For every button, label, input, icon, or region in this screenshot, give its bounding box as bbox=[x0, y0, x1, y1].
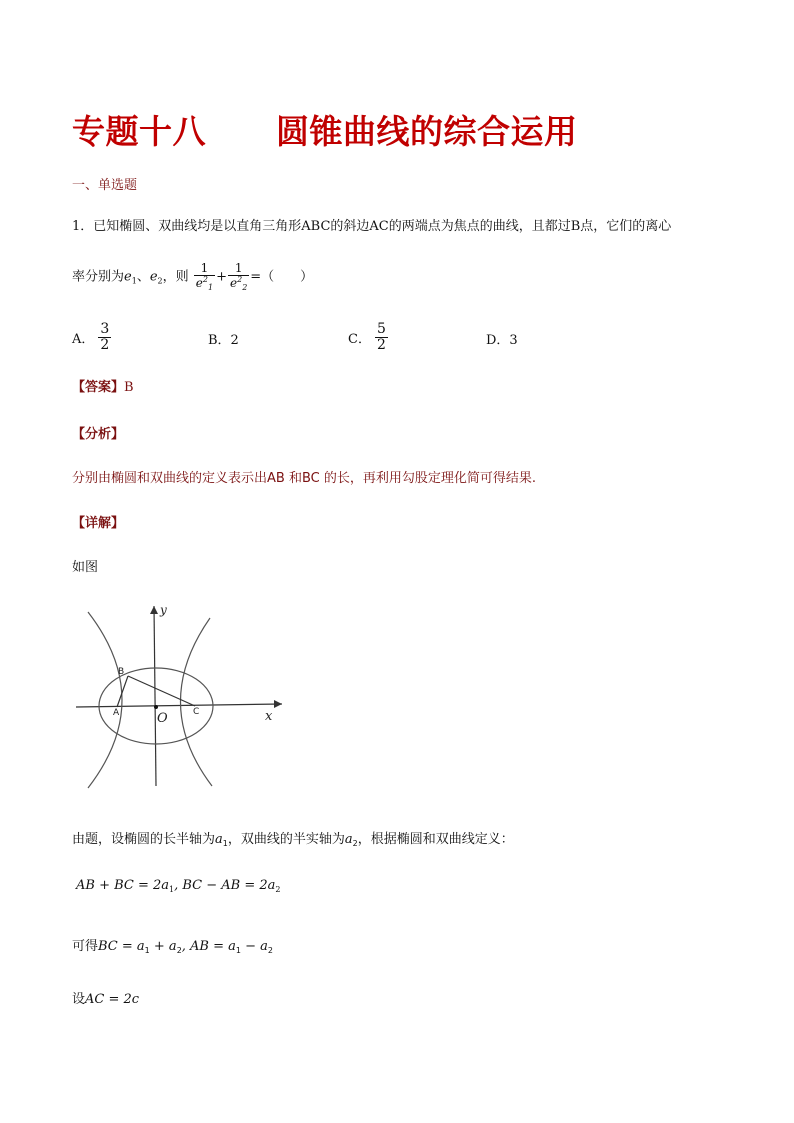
equation-1: AB + BC = $2a_1$, BC − AB = $2a_2$ bbox=[76, 878, 281, 894]
option-d[interactable]: D．3 bbox=[486, 333, 518, 348]
y-axis-arrow bbox=[150, 606, 158, 614]
option-b[interactable]: B．2 bbox=[208, 333, 239, 348]
y-axis bbox=[154, 606, 156, 786]
hyperbola-left-branch bbox=[88, 612, 125, 788]
origin-label: O bbox=[157, 711, 168, 726]
origin-point bbox=[154, 705, 158, 709]
question-line-1: 1．已知椭圆、双曲线均是以直角三角形ABC的斜边AC的两端点为焦点的曲线，且都过B点，它们的离心 bbox=[72, 219, 672, 234]
title-part1: 专题十八 bbox=[72, 112, 206, 151]
segment-bc bbox=[128, 676, 195, 706]
solution-line-3: 可得BC = $a_1 + a_2$, AB = $a_1 - a_2$ bbox=[72, 939, 274, 955]
option-c[interactable]: C． 5 2 bbox=[348, 321, 386, 354]
fraction-1-over-e2-squared: $\frac{1}{e^2_2}$ bbox=[229, 261, 248, 292]
conic-figure bbox=[72, 600, 292, 790]
x-axis-label: x bbox=[265, 709, 273, 724]
fraction-1-over-e1-squared: $\frac{1}{e^2_1}$ bbox=[195, 261, 214, 292]
analysis-text: 分别由椭圆和双曲线的定义表示出AB 和BC 的长，再利用勾股定理化简可得结果. bbox=[72, 471, 536, 486]
point-a-label: A bbox=[113, 708, 120, 718]
point-c-label: C bbox=[193, 707, 200, 717]
detail-tag: 【详解】 bbox=[72, 516, 125, 531]
solution-line-4: 设AC = 2c bbox=[72, 992, 140, 1007]
solution-line-1: 由题，设椭圆的长半轴为$a_1$，双曲线的半实轴为$a_2$，根据椭圆和双曲线定义： bbox=[72, 832, 514, 848]
analysis-tag: 【分析】 bbox=[72, 427, 125, 442]
detail-intro: 如图 bbox=[72, 560, 99, 575]
x-axis-arrow bbox=[274, 700, 282, 708]
question-line-2: 率分别为$e_1$、$e_2$，则 $\frac{1}{e^2_1}$ + $\frac{1}{e^2_2}$ =（ ） bbox=[72, 261, 314, 292]
title-part2: 圆锥曲线的综合运用 bbox=[276, 112, 578, 151]
option-a[interactable]: A． 3 2 bbox=[72, 321, 110, 354]
point-b-label: B bbox=[118, 667, 125, 677]
y-axis-label: y bbox=[160, 603, 167, 617]
section-heading: 一、单选题 bbox=[72, 178, 138, 193]
page-title bbox=[72, 106, 578, 153]
x-axis bbox=[76, 704, 282, 707]
answer-line: 【答案】B bbox=[72, 380, 134, 395]
